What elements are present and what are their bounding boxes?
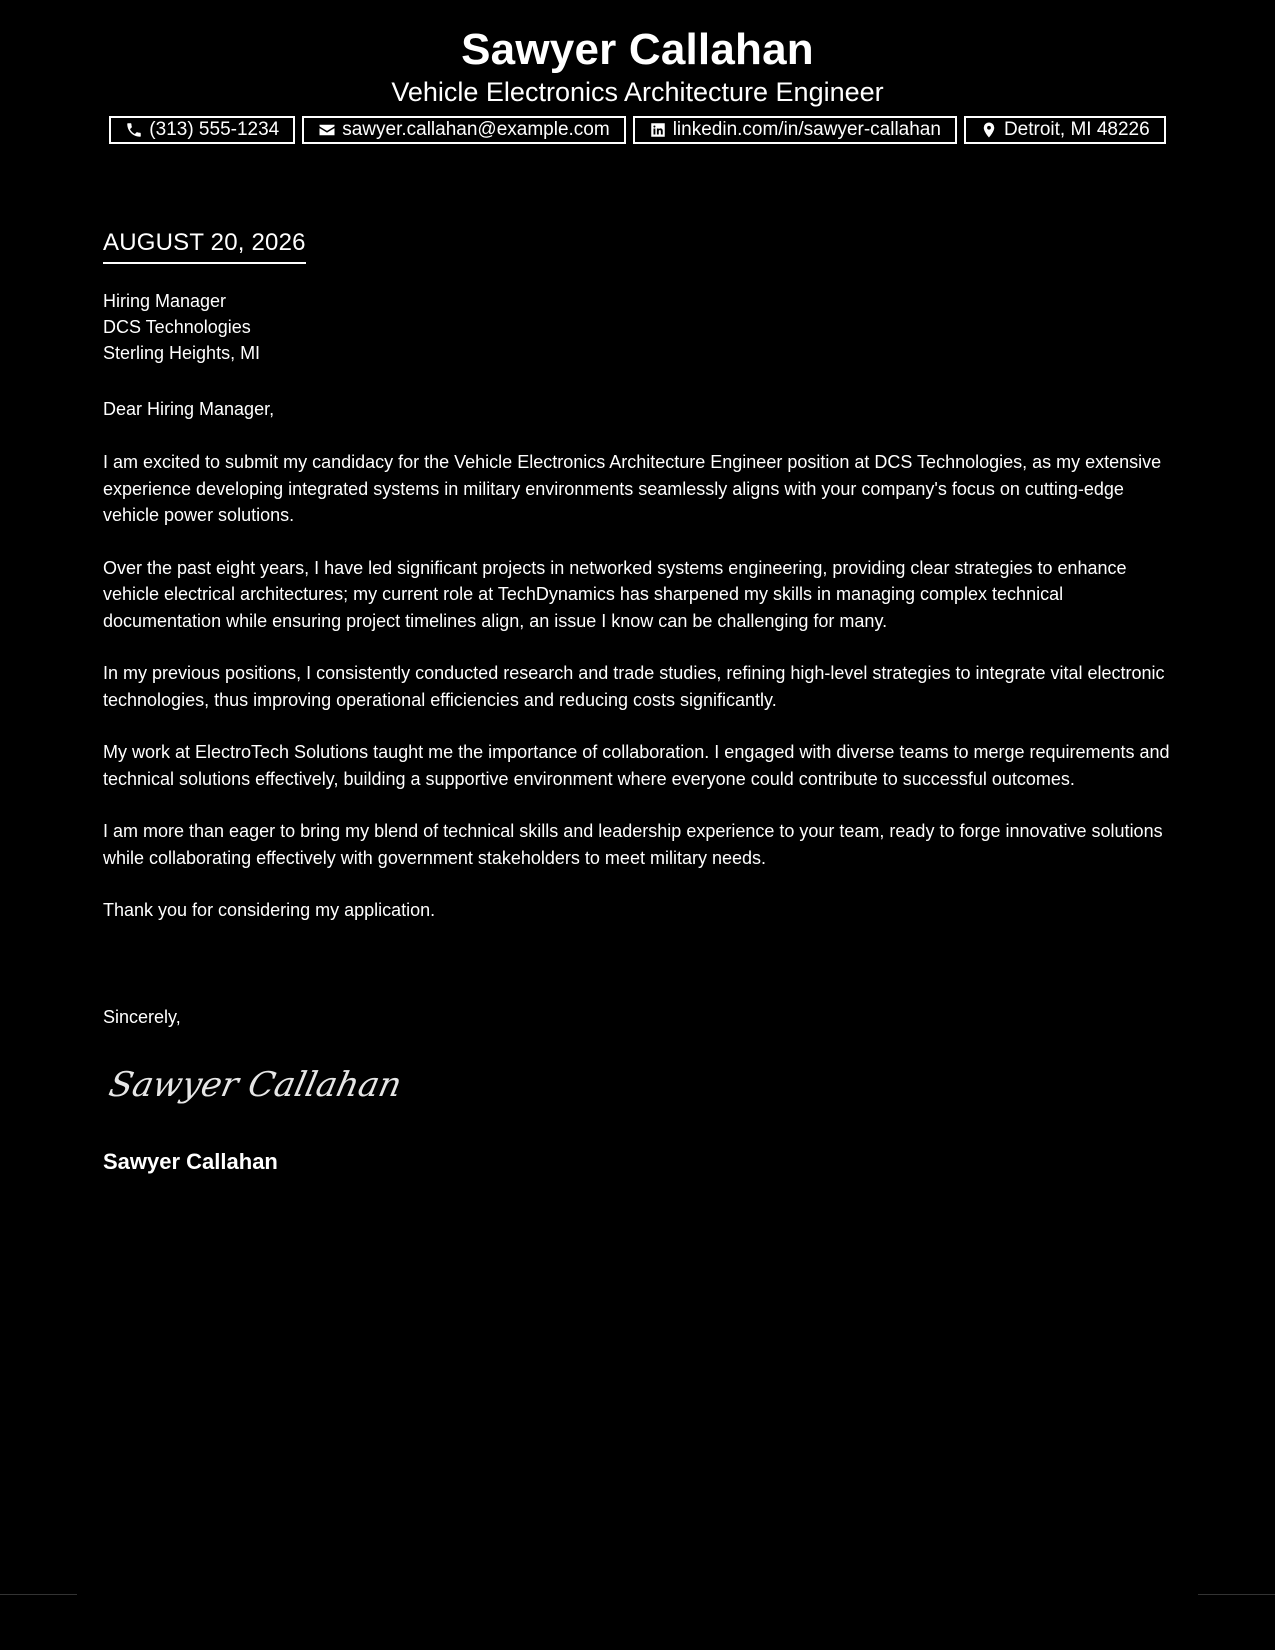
letter-body — [103, 449, 1175, 950]
body-paragraph: I am more than eager to bring my blend of technical skills and leadership experience to your team, ready to forge innovative solutions while collaborating effectively with government stakeholders to meet military needs. — [103, 821, 1163, 868]
signature-text: Sawyer Callahan — [105, 1065, 406, 1105]
contact-location[interactable] — [964, 116, 1166, 144]
map-pin-icon — [980, 121, 998, 139]
contact-location-text: Detroit, MI 48226 — [1003, 119, 1150, 140]
body-paragraph: My work at ElectroTech Solutions taught me the importance of collaboration. I engaged with diverse teams to merge requirements and technical solutions effectively, building a supportive environment where everyone could contribute to successful outcomes. — [103, 742, 1170, 789]
contact-email[interactable] — [302, 116, 625, 144]
body-paragraph: I am excited to submit my candidacy for the Vehicle Electronics Architecture Engineer position at DCS Technologies, as my extensive experience developing integrated systems in military environments seamlessly aligns with your company's focus on cutting-edge vehicle power solutions. — [103, 452, 1162, 525]
applicant-name: Sawyer Callahan — [461, 25, 814, 74]
letter-date: AUGUST 20, 2026 — [103, 228, 306, 264]
signer-name: Sawyer Callahan — [103, 1149, 278, 1174]
closing: Sincerely, — [103, 1007, 181, 1027]
contact-email-text: sawyer.callahan@example.com — [342, 119, 610, 140]
body-paragraph: Thank you for considering my application. — [103, 900, 436, 920]
contact-phone-text: (313) 555-1234 — [149, 119, 280, 140]
recipient-line: Sterling Heights, MI — [103, 343, 261, 363]
footer-rule-left — [0, 1594, 77, 1595]
linkedin-icon — [649, 121, 667, 139]
letter-header — [0, 24, 1275, 144]
recipient-block — [103, 288, 1175, 366]
applicant-title: Vehicle Electronics Architecture Engineer — [391, 77, 884, 107]
recipient-line: DCS Technologies — [103, 317, 251, 337]
body-paragraph: In my previous positions, I consistently conducted research and trade studies, refining high-level strategies to integrate vital electronic technologies, thus improving operational efficiencies and reducing costs significantly. — [103, 663, 1165, 710]
salutation: Dear Hiring Manager, — [103, 399, 275, 419]
recipient-line: Hiring Manager — [103, 291, 227, 311]
footer-rule-right — [1198, 1594, 1275, 1595]
contact-linkedin[interactable] — [633, 116, 957, 144]
phone-icon — [125, 121, 143, 139]
contact-linkedin-text: linkedin.com/in/sawyer-callahan — [672, 119, 941, 140]
contact-phone[interactable] — [109, 116, 295, 144]
contact-bar — [0, 116, 1275, 144]
body-paragraph: Over the past eight years, I have led significant projects in networked systems engineering, providing clear strategies to enhance vehicle electrical architectures; my current role at TechDynamics has sharpened my skills in managing complex technical documentation while ensuring project timelines align, an issue I know can be challenging for many. — [103, 557, 1127, 631]
handwritten-signature — [103, 1060, 406, 1110]
envelope-icon — [318, 121, 336, 139]
